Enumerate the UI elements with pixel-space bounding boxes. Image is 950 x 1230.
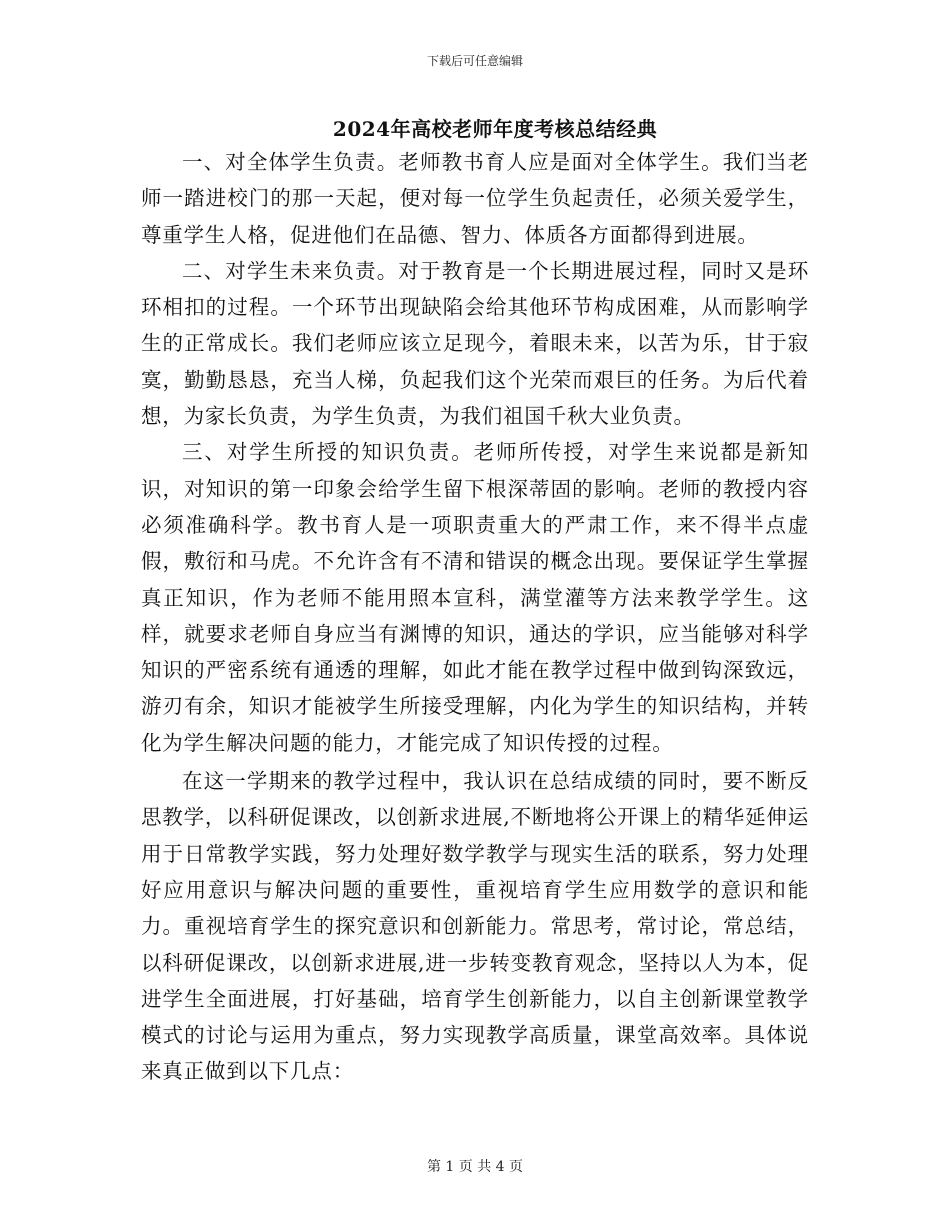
paragraph-3: 三、对学生所授的知识负责。老师所传授，对学生来说都是新知识，对知识的第一印象会给学生留下根深蒂固的影响。老师的教授内容必须准确科学。教书育人是一项职责重大的严肃工作，来不得半点虚假，敷衍和马虎。不允许含有不清和错误的概念出现。要保证学生掌握真正知识，作为老师不能用照本宣科，满堂灌等方法来教学学生。这样，就要求老师自身应当有渊博的知识，通达的学识，应当能够对科学知识的严密系统有通透的理解，如此才能在教学过程中做到钩深致远，游刃有余，知识才能被学生所接受理解，内化为学生的知识结构，并转化为学生解决问题的能力，才能完成了知识传授的过程。	[141, 440, 809, 755]
page-number: 第 1 页 共 4 页	[426, 1159, 524, 1175]
paragraph-2: 二、对学生未来负责。对于教育是一个长期进展过程，同时又是环环相扣的过程。一个环节出现缺陷会给其他环节构成困难，从而影响学生的正常成长。我们老师应该立足现今，着眼未来，以苦为乐，甘于寂寞，勤勤恳恳，充当人梯，负起我们这个光荣而艰巨的任务。为后代着想，为家长负责，为学生负责，为我们祖国千秋大业负责。	[141, 258, 809, 429]
page-header-note: 下载后可任意编辑	[426, 54, 523, 68]
paragraph-1: 一、对全体学生负责。老师教书育人应是面对全体学生。我们当老师一踏进校门的那一天起，便对每一位学生负起责任，必须关爱学生，尊重学生人格，促进他们在品德、智力、体质各方面都得到进展。	[141, 150, 809, 247]
document-body	[141, 144, 809, 1090]
paragraph-4: 在这一学期来的教学过程中，我认识在总结成绩的同时，要不断反思教学，以科研促课改，以创新求进展,不断地将公开课上的精华延伸运用于日常教学实践，努力处理好数学教学与现实生活的联系，努力处理好应用意识与解决问题的重要性，重视培育学生应用数学的意识和能力。重视培育学生的探究意识和创新能力。常思考，常讨论，常总结，以科研促课改，以创新求进展,进一步转变教育观念，坚持以人为本，促进学生全面进展，打好基础，培育学生创新能力，以自主创新课堂教学模式的讨论与运用为重点，努力实现教学高质量，课堂高效率。具体说来真正做到以下几点：	[141, 769, 809, 1084]
document-title: 2024年高校老师年度考核总结经典	[332, 117, 658, 141]
